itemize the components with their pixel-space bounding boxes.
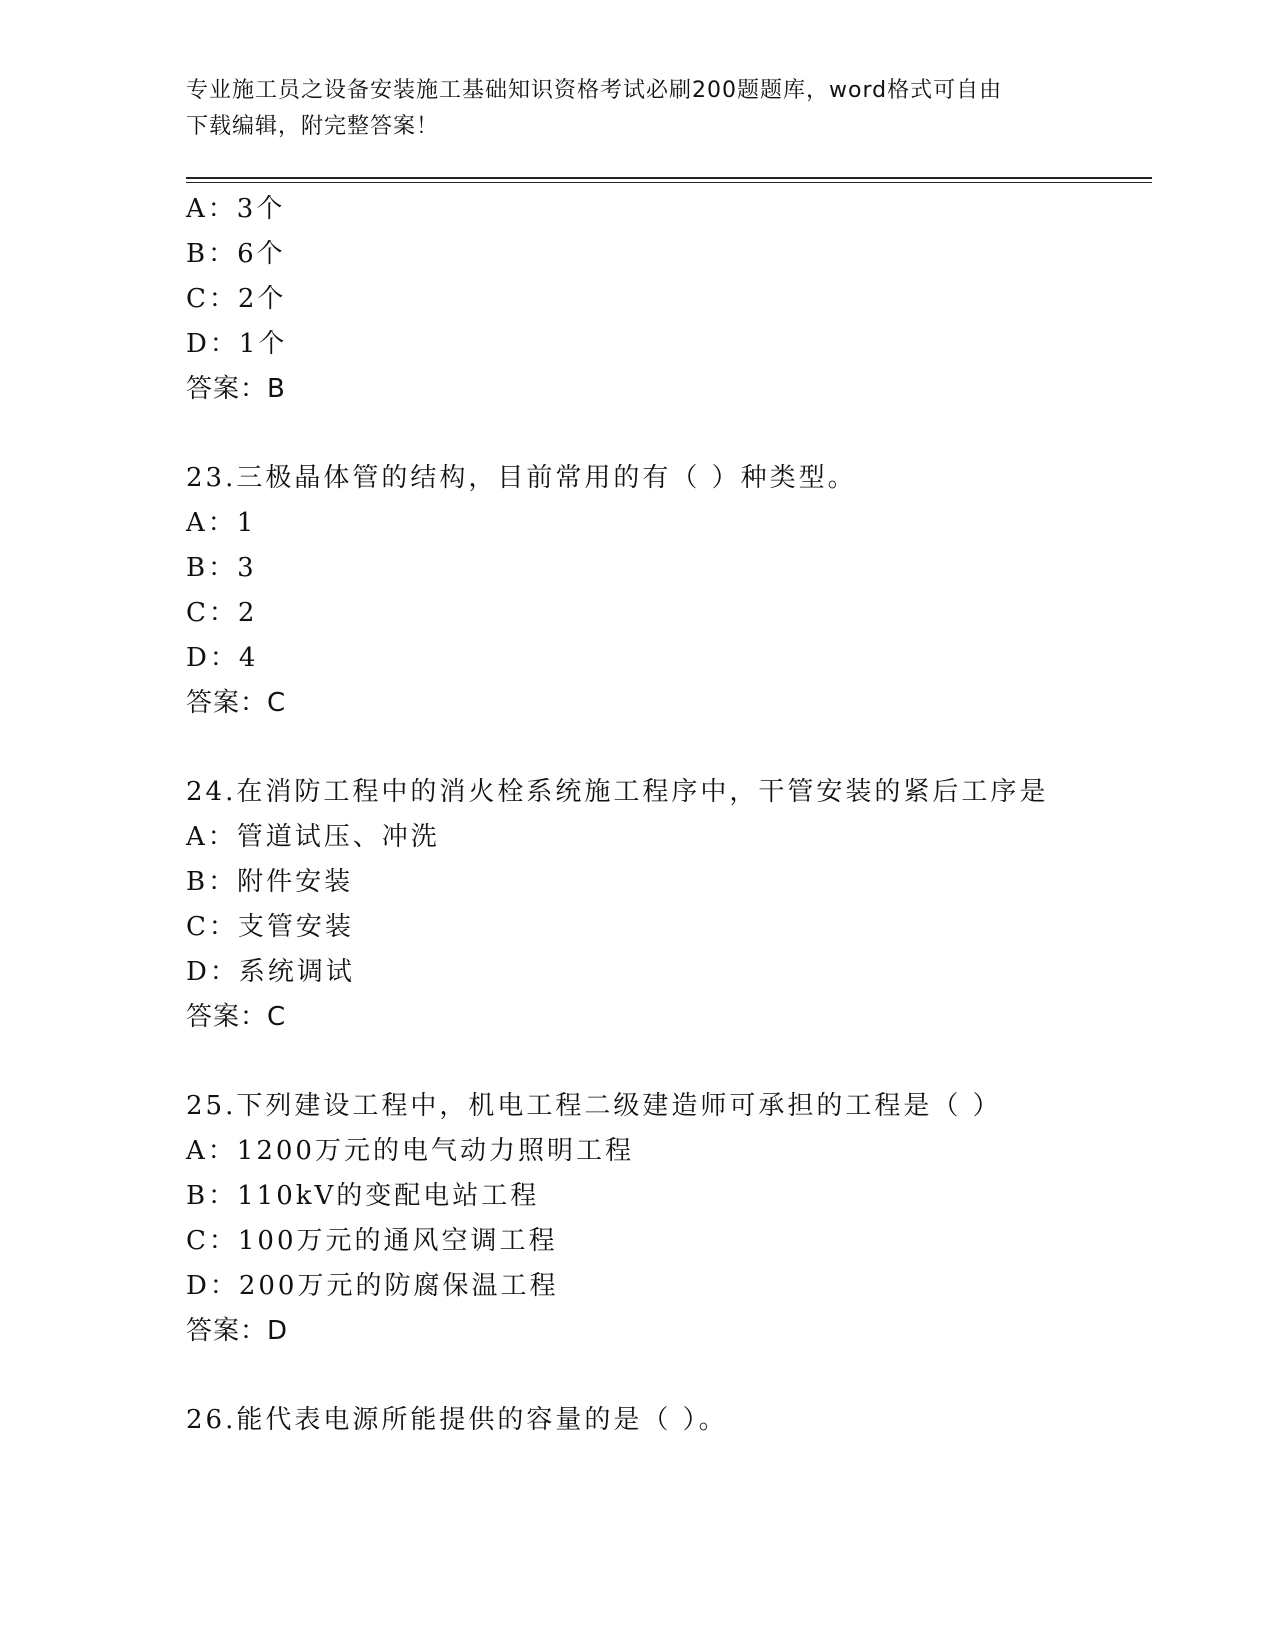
answer: 答案：C [186, 688, 287, 718]
question-25: 25.下列建设工程中，机电工程二级建造师可承担的工程是（ ） [186, 1091, 1002, 1121]
question-26: 26.能代表电源所能提供的容量的是（ ）。 [186, 1405, 728, 1435]
option-a: A：1 [186, 508, 257, 538]
option-c: C：2个 [186, 284, 287, 314]
option-c: C：支管安装 [186, 912, 354, 942]
option-d: D：系统调试 [186, 957, 355, 987]
option-b: B：110kV的变配电站工程 [186, 1181, 540, 1211]
answer: 答案：B [186, 374, 286, 404]
option-d: D：4 [186, 643, 259, 673]
answer: 答案：C [186, 1002, 287, 1032]
question-24: 24.在消防工程中的消火栓系统施工程序中，干管安装的紧后工序是 [186, 777, 1049, 807]
question-23: 23.三极晶体管的结构，目前常用的有（ ）种类型。 [186, 463, 857, 493]
option-b: B：6个 [186, 239, 286, 269]
option-a: A：3个 [186, 194, 286, 224]
header-line-1: 专业施工员之设备安装施工基础知识资格考试必刷200题题库，word格式可自由 [186, 78, 1003, 103]
option-b: B：附件安装 [186, 867, 354, 897]
option-b: B：3 [186, 553, 257, 583]
option-d: D：1个 [186, 329, 288, 359]
option-a: A：管道试压、冲洗 [186, 822, 440, 852]
option-d: D：200万元的防腐保温工程 [186, 1271, 559, 1301]
option-a: A：1200万元的电气动力照明工程 [186, 1136, 634, 1166]
option-c: C：100万元的通风空调工程 [186, 1226, 558, 1256]
header-line-2: 下载编辑，附完整答案！ [186, 114, 440, 139]
header-divider-thin [186, 182, 1152, 183]
option-c: C：2 [186, 598, 258, 628]
document-header [186, 73, 1066, 145]
header-divider-thick [186, 177, 1152, 179]
answer: 答案：D [186, 1316, 289, 1346]
